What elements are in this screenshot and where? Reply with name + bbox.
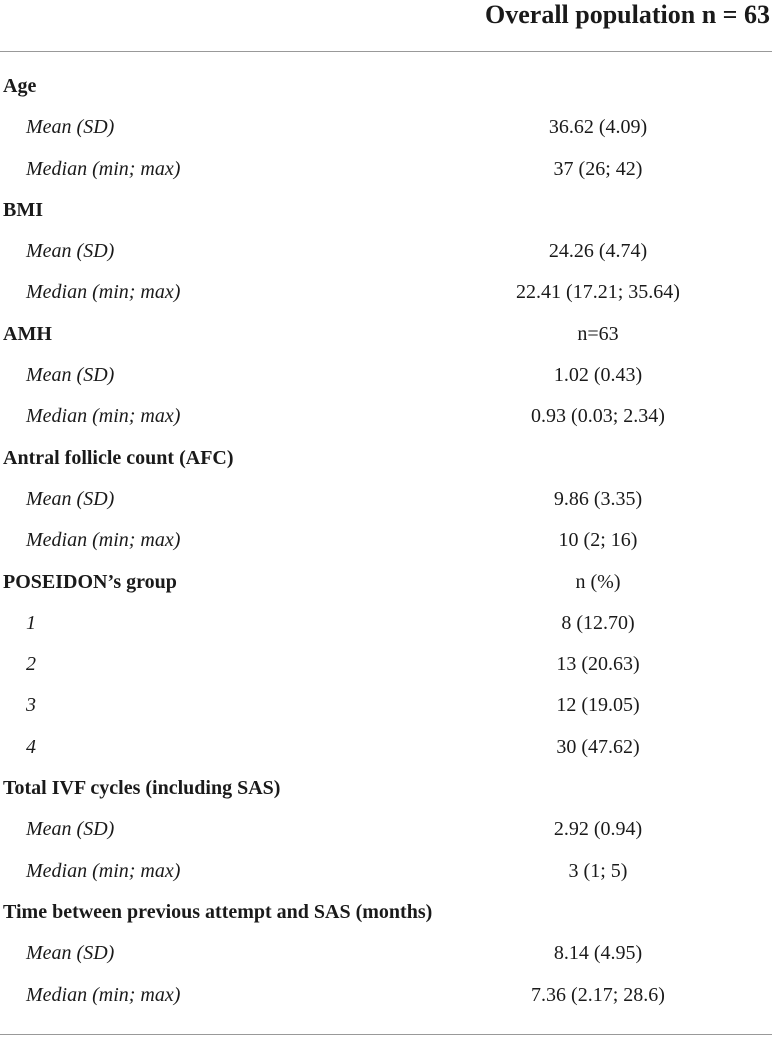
group-label: Age	[3, 75, 37, 97]
row-value: 1.02 (0.43)	[553, 364, 643, 387]
row-value: 8.14 (4.95)	[553, 942, 643, 965]
table-row	[0, 355, 772, 396]
table-group-row	[0, 66, 772, 107]
row-value: 9.86 (3.35)	[553, 487, 643, 510]
table-group-row	[0, 438, 772, 479]
row-value: 22.41 (17.21; 35.64)	[516, 281, 680, 304]
table-group-row	[0, 190, 772, 231]
table-row	[0, 809, 772, 850]
row-label: Mean (SD)	[26, 116, 115, 139]
row-value: 3 (1; 5)	[568, 859, 628, 882]
row-label: 3	[26, 694, 36, 717]
group-label: Time between previous attempt and SAS (months)	[3, 900, 433, 923]
row-label: Mean (SD)	[26, 240, 115, 263]
row-value: 36.62 (4.09)	[548, 116, 648, 139]
row-value: 10 (2; 16)	[558, 529, 638, 552]
row-label: Median (min; max)	[26, 281, 181, 304]
row-value: 7.36 (2.17; 28.6)	[531, 983, 665, 1006]
group-label: BMI	[3, 198, 43, 221]
row-label: Median (min; max)	[26, 529, 181, 552]
table-row	[0, 479, 772, 520]
row-value: 37 (26; 42)	[553, 157, 643, 180]
table-row	[0, 231, 772, 272]
table-group-row	[0, 562, 772, 603]
table-bottom-divider	[0, 1034, 772, 1035]
table-row	[0, 603, 772, 644]
row-value: 24.26 (4.74)	[548, 240, 648, 263]
row-value	[448, 190, 748, 231]
row-value: n (%)	[575, 570, 621, 593]
table-row	[0, 933, 772, 974]
row-label: 4	[26, 735, 36, 758]
row-value: 30 (47.62)	[556, 735, 640, 758]
table-row	[0, 644, 772, 685]
row-label: Mean (SD)	[26, 942, 115, 965]
row-label: Median (min; max)	[26, 859, 181, 882]
row-label: Mean (SD)	[26, 487, 115, 510]
group-label: POSEIDON’s group	[3, 570, 177, 593]
row-value: 13 (20.63)	[556, 653, 640, 676]
row-label: Median (min; max)	[26, 405, 181, 428]
group-label: Antral follicle count (AFC)	[3, 446, 234, 469]
row-label: Median (min; max)	[26, 983, 181, 1006]
table-row	[0, 975, 772, 1016]
row-value	[448, 66, 748, 107]
table-row	[0, 396, 772, 437]
group-label: Total IVF cycles (including SAS)	[3, 777, 281, 800]
row-value	[448, 892, 748, 933]
table-group-row	[0, 892, 772, 933]
table-header	[0, 0, 772, 50]
row-label: Median (min; max)	[26, 157, 181, 180]
table-row	[0, 685, 772, 726]
row-value: 8 (12.70)	[561, 611, 635, 634]
row-value: 12 (19.05)	[556, 694, 640, 717]
table-row	[0, 727, 772, 768]
row-value	[448, 768, 748, 809]
column-header-overall-population: Overall population n = 63	[485, 0, 770, 29]
table-row	[0, 149, 772, 190]
table-row	[0, 107, 772, 148]
table-group-row	[0, 314, 772, 355]
row-label: Mean (SD)	[26, 364, 115, 387]
group-label: AMH	[3, 322, 52, 345]
table-row	[0, 272, 772, 313]
row-value	[448, 438, 748, 479]
row-value: 2.92 (0.94)	[553, 818, 643, 841]
row-label: 1	[26, 611, 36, 634]
row-label: Mean (SD)	[26, 818, 115, 841]
row-value: 0.93 (0.03; 2.34)	[531, 405, 665, 428]
row-label: 2	[26, 653, 36, 676]
table-body	[0, 66, 772, 1016]
header-divider	[0, 51, 772, 52]
table-row	[0, 851, 772, 892]
table-group-row	[0, 768, 772, 809]
row-value: n=63	[577, 322, 619, 345]
table-row	[0, 520, 772, 561]
